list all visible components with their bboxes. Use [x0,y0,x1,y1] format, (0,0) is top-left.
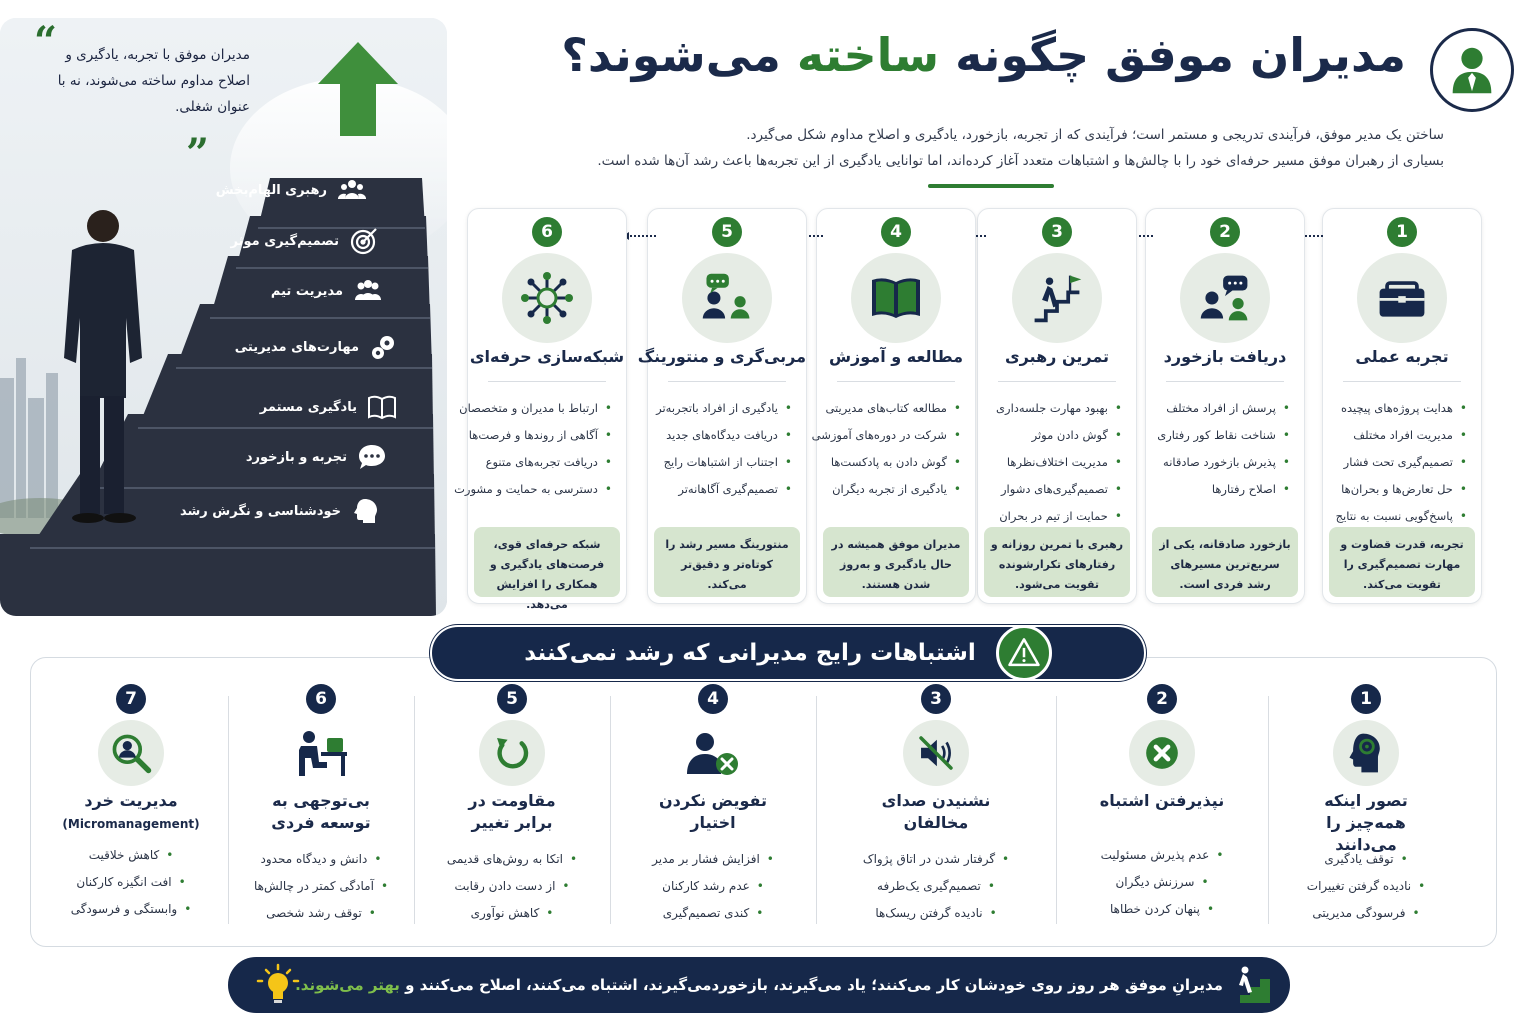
magnifier-user-icon [98,720,164,786]
divider [668,381,786,382]
stair-label-text: تجربه و بازخورد [245,449,347,465]
list-item: • تصمیم‌گیری یک‌طرفه [818,873,1054,900]
step-connector [622,235,656,237]
list-item: • مطالعه کتاب‌های مدیریتی [823,395,961,422]
title-accent: ساخته [796,28,940,82]
intro-line-1: ساختن یک مدیر موفق، فرآیندی تدریجی و مستمر است؛ فرآیندی که از تجربه، بازخورد، یادگیری و اصلاح مداوم شکل می‌گیرد. [746,127,1444,143]
mistake-item-4 [612,680,814,940]
climb-icon [1012,253,1102,343]
list-item: • حمایت از تیم در بحران [984,503,1122,530]
open-book-icon [851,253,941,343]
list-item: • عدم پذیرش مسئولیت [1058,842,1266,869]
list-item: • افت انگیزه کارکنان [36,869,226,896]
mistake-title: بی‌توجهی به توسعه فردی [271,791,371,832]
stair-label-text: خودشناسی و نگرش رشد [179,503,341,519]
step-title: تجربه عملی [1355,347,1449,366]
step-title: مربی‌گری و منتورینگ [637,347,806,366]
stair-label-text: یادگیری مستمر [259,399,357,415]
list-item: • یادگیری از افراد باتجربه‌تر [654,395,792,422]
stair-label-text: تصمیم‌گیری موثر [230,233,339,249]
mistake-list [1058,842,1266,923]
list-item: • آگاهی از روندها و فرصت‌ها [474,422,612,449]
mistake-item-7 [36,680,226,940]
list-item: • آمادگی کمتر در چالش‌ها [230,873,412,900]
chat-icon [357,442,387,472]
list-item: • از دست دادن رقابت [416,873,608,900]
list-item: • تصمیم‌گیری تحت فشار [1329,449,1467,476]
mistakes-title: اشتباهات رایج مدیرانی که رشد نمی‌کنند [524,640,976,666]
warning-icon [996,625,1052,681]
divider [228,696,229,924]
step-card-3 [977,208,1137,604]
user-x-icon [680,720,746,786]
divider [1268,696,1269,924]
list-item: • اصلاح رفتارها [1152,476,1290,503]
manager-logo [1430,28,1514,112]
step-number: 2 [1210,217,1240,247]
divider [837,381,955,382]
mistake-subtitle: (Micromanagement) [62,817,200,831]
intro-paragraph [454,122,1444,174]
step-list [1329,395,1467,530]
mistake-item-6 [230,680,412,940]
mistake-list [1270,846,1462,927]
book-icon [367,392,397,422]
list-item: • توقف یادگیری [1270,846,1462,873]
list-item: • افزایش فشار بر مدیر [612,846,814,873]
mistake-number: 5 [497,684,527,714]
stair-label-continuous-learning [260,392,397,422]
hero-quote: مدیران موفق با تجربه، یادگیری و اصلاح مداوم ساخته می‌شوند، نه با عنوان شغلی. [57,47,250,115]
list-item: • تصمیم‌گیری آگاهانه‌تر [654,476,792,503]
step-list [654,395,792,503]
stair-label-team-management [271,276,383,306]
feedback-icon [1180,253,1270,343]
hero-image-panel [0,18,447,616]
head-icon [351,496,381,526]
list-item: • اجتناب از اشتباهات رایج [654,449,792,476]
stair-label-text: رهبری الهام‌بخش [215,182,327,198]
step-note: رهبری با تمرین روزانه و رفتارهای تکرارشونده تقویت می‌شود. [984,527,1130,597]
step-title: دریافت بازخورد [1163,347,1287,366]
divider [1056,696,1057,924]
divider [414,696,415,924]
mistake-item-5 [416,680,608,940]
step-title: شبکه‌سازی حرفه‌ای [469,347,625,366]
list-item: • سرزنش دیگران [1058,869,1266,896]
mistake-title: تصور اینکه همه‌چیز را می‌دانند [1324,791,1408,854]
mistake-list [612,846,814,927]
quote-close-mark: ” [186,130,210,177]
mentor-icon [682,253,772,343]
list-item: • کاهش خلاقیت [36,842,226,869]
team-icon [337,175,367,205]
step-note: شبکه حرفه‌ای قوی، فرصت‌های یادگیری و همکاری را افزایش می‌دهد. [474,527,620,597]
list-item: • تصمیم‌گیری‌های دشوار [984,476,1122,503]
mistake-title: تفویض نکردن اختیار [658,791,768,832]
list-item: • اتکا به روش‌های قدیمی [416,846,608,873]
stair-label-text: مدیریت تیم [270,283,343,299]
list-item: • مدیریت افراد مختلف [1329,422,1467,449]
list-item: • نادیده گرفتن تغییرات [1270,873,1462,900]
step-note: تجربه، قدرت قضاوت و مهارت تصمیم‌گیری را تقویت می‌کند. [1329,527,1475,597]
list-item: • پذیرش بازخورد صادقانه [1152,449,1290,476]
divider [1166,381,1284,382]
footer-banner [228,957,1290,1013]
list-item: • حل تعارض‌ها و بحران‌ها [1329,476,1467,503]
target-icon [349,226,379,256]
list-item: • دسترسی به حمایت و مشورت [474,476,612,503]
title-prefix: مدیران موفق چگونه [939,28,1406,82]
step-number: 5 [712,217,742,247]
stair-label-experience-feedback [246,442,387,472]
divider [998,381,1116,382]
mistake-number: 1 [1351,684,1381,714]
mistake-number: 2 [1147,684,1177,714]
step-card-4 [811,208,976,604]
mistake-list [36,842,226,923]
list-item: • نادیده گرفتن ریسک‌ها [818,900,1054,927]
mistake-list [416,846,608,927]
list-item: • وابستگی و فرسودگی [36,896,226,923]
step-card-5 [637,208,807,604]
list-item: • پرسش از افراد مختلف [1152,395,1290,422]
stair-label-self-awareness [180,496,381,526]
step-title: مطالعه و آموزش [828,347,964,366]
list-item: • عدم رشد کارکنان [612,873,814,900]
briefcase-icon [1357,253,1447,343]
page-title [561,28,1406,82]
mistake-item-1 [1270,680,1462,940]
list-item: • دریافت دیدگاه‌های جدید [654,422,792,449]
step-card-2 [1145,208,1305,604]
desk-icon [288,720,354,786]
footer-text-accent: بهتر می‌شوند. [295,976,400,994]
stair-label-managerial-skills [235,332,399,362]
divider [816,696,817,924]
step-card-6 [454,208,627,611]
list-item: • ارتباط با مدیران و متخصصان [474,395,612,422]
step-note: بازخورد صادقانه، یکی از سریع‌ترین مسیرهای رشد فردی است. [1152,527,1298,597]
mistake-number: 4 [698,684,728,714]
mute-icon [903,720,969,786]
list-item: • گرفتار شدن در اتاق پژواک [818,846,1054,873]
stair-label-effective-decisions [231,226,379,256]
mistake-title: مقاومت در برابر تغییر [468,791,556,832]
list-item: • پاسخ‌گویی نسبت به نتایج [1329,503,1467,530]
footer-text [295,976,1223,994]
brain-head-icon [1333,720,1399,786]
mistake-number: 7 [116,684,146,714]
list-item: • شناخت نقاط کور رفتاری [1152,422,1290,449]
mistake-title: نپذیرفتن اشتباه [1099,791,1225,810]
step-list [1152,395,1290,503]
group-icon [353,276,383,306]
stair-label-inspiring-leadership [216,175,367,205]
step-number: 4 [881,217,911,247]
mistake-number: 3 [921,684,951,714]
list-item: • دانش و دیدگاه محدود [230,846,412,873]
title-suffix: می‌شوند؟ [561,28,797,82]
step-number: 6 [532,217,562,247]
list-item: • هدایت پروژه‌های پیچیده [1329,395,1467,422]
mistake-item-3 [818,680,1054,940]
divider [488,381,606,382]
divider [610,696,611,924]
mistake-list [230,846,412,927]
title-underline [928,184,1054,188]
stair-label-text: مهارت‌های مدیریتی [234,339,359,355]
manager-icon [1443,41,1501,99]
x-circle-icon [1129,720,1195,786]
step-note: منتورینگ مسیر رشد را کوتاه‌تر و دقیق‌تر می‌کند. [654,527,800,597]
mistake-title: مدیریت خرد [84,791,178,810]
step-list [454,395,612,503]
step-note: مدیران موفق همیشه در حال یادگیری و به‌روز شدن هستند. [823,527,969,597]
mistake-list [818,846,1054,927]
refresh-icon [479,720,545,786]
list-item: • دریافت تجربه‌های متنوع [474,449,612,476]
step-list [811,395,961,503]
step-title: تمرین رهبری [1004,347,1110,366]
list-item: • مدیریت اختلاف‌نظرها [984,449,1122,476]
network-icon [502,253,592,343]
list-item: • فرسودگی مدیریتی [1270,900,1462,927]
step-list [984,395,1122,530]
footer-text-main: مدیرانِ موفق هر روز روی خودشان کار می‌کنند؛ یاد می‌گیرند، بازخوردمی‌گیرند، اشتباه می‌کنند، اصلاح می‌کنند و [399,976,1223,994]
list-item: • بهبود مهارت جلسه‌داری [984,395,1122,422]
list-item: • گوش دادن موثر [984,422,1122,449]
list-item: • پنهان کردن خطاها [1058,896,1266,923]
intro-line-2: بسیاری از رهبران موفق مسیر حرفه‌ای خود را با چالش‌ها و اشتباهات متعدد آغاز کرده‌اند، اما توانایی یادگیری از این تجربه‌ها باعث رشد آن‌ها شده است. [597,153,1444,169]
divider [1343,381,1461,382]
mistake-number: 6 [306,684,336,714]
step-number: 1 [1387,217,1417,247]
list-item: • شرکت در دوره‌های آموزشی [823,422,961,449]
list-item: • توقف رشد شخصی [230,900,412,927]
list-item: • گوش دادن به پادکست‌ها [823,449,961,476]
list-item: • یادگیری از تجربه دیگران [823,476,961,503]
list-item: • کاهش نوآوری [416,900,608,927]
gears-icon [369,332,399,362]
quote-open-mark: “ [34,18,58,65]
step-card-1 [1322,208,1482,604]
step-number: 3 [1042,217,1072,247]
lightbulb-icon [256,963,300,1007]
mistakes-banner [430,625,1146,681]
mistake-item-2 [1058,680,1266,940]
stairs-climber-icon [1228,965,1272,1005]
list-item: • کندی تصمیم‌گیری [612,900,814,927]
mistake-title: نشنیدن صدای مخالفان [881,791,991,832]
